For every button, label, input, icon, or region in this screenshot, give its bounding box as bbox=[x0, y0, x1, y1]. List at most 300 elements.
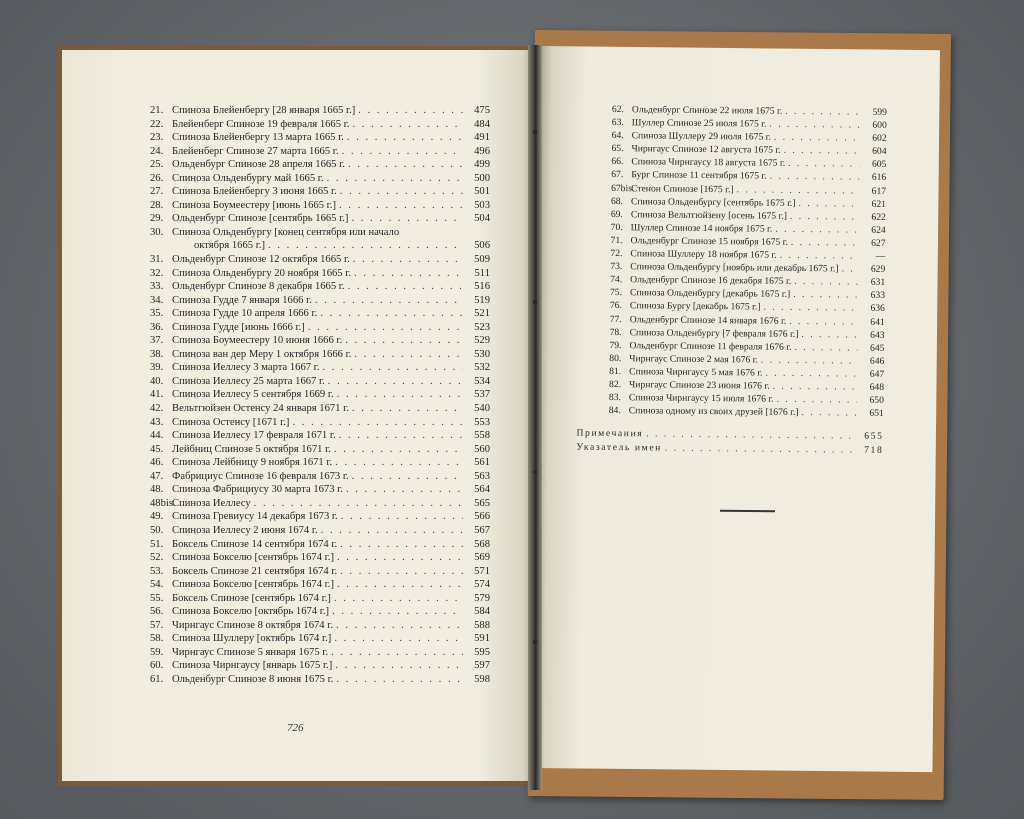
entry-page: 566 bbox=[474, 511, 490, 523]
entry-page: 648 bbox=[869, 381, 885, 393]
entry-number: 49. bbox=[150, 511, 164, 523]
entry-title: Спиноза Боумеестеру 10 июня 1666 г. bbox=[172, 335, 343, 347]
entry-page: 591 bbox=[474, 633, 490, 645]
dot-leader bbox=[346, 484, 463, 495]
dot-leader bbox=[336, 674, 463, 685]
right-contents-list bbox=[576, 104, 887, 459]
entry-title: Лейбниц Спинозе 5 октября 1671 г. bbox=[172, 443, 331, 455]
entry-page: 491 bbox=[474, 132, 490, 144]
entry-number: 46. bbox=[150, 457, 164, 469]
dot-leader bbox=[334, 633, 463, 644]
dot-leader bbox=[331, 647, 463, 658]
entry-number: 35. bbox=[150, 308, 164, 320]
toc-entry bbox=[150, 173, 490, 187]
toc-entry bbox=[150, 552, 490, 566]
entry-number: 63. bbox=[611, 117, 624, 129]
dot-leader bbox=[794, 276, 858, 288]
dot-leader bbox=[340, 539, 463, 550]
book-gutter bbox=[528, 45, 542, 790]
dot-leader bbox=[775, 224, 859, 236]
entry-title: Ольденбург Спинозе 28 апреля 1665 г. bbox=[172, 159, 345, 171]
entry-number: 65. bbox=[611, 143, 624, 155]
entry-title: Ольденбург Спинозе [сентябрь 1665 г.] bbox=[172, 213, 349, 225]
entry-number: 66. bbox=[611, 156, 624, 168]
entry-title: Блейенберг Спинозе 27 марта 1665 г. bbox=[172, 145, 339, 157]
entry-number: 37. bbox=[150, 335, 164, 347]
entry-number: 44. bbox=[150, 430, 164, 442]
entry-number: 30. bbox=[150, 226, 164, 238]
entry-page: 558 bbox=[474, 430, 490, 442]
dot-leader bbox=[308, 322, 463, 333]
entry-page: 584 bbox=[474, 606, 490, 618]
dot-leader bbox=[646, 429, 856, 442]
dot-leader bbox=[794, 342, 857, 354]
dot-leader bbox=[348, 281, 463, 292]
toc-entry bbox=[150, 417, 490, 431]
entry-page: 506 bbox=[474, 240, 490, 252]
toc-entry bbox=[150, 525, 490, 539]
entry-number: 59. bbox=[150, 646, 164, 658]
entry-page: 529 bbox=[474, 335, 490, 347]
entry-number: 55. bbox=[150, 592, 164, 604]
entry-number: 29. bbox=[150, 213, 164, 225]
entry-title: Боксель Спинозе 21 сентября 1674 г. bbox=[172, 565, 338, 577]
dot-leader bbox=[339, 200, 463, 211]
dot-leader bbox=[793, 289, 858, 301]
entry-number: 53. bbox=[150, 565, 164, 577]
dot-leader bbox=[337, 552, 463, 563]
toc-entry bbox=[150, 119, 490, 133]
dot-leader bbox=[784, 145, 860, 157]
dot-leader bbox=[335, 457, 463, 468]
toc-entry bbox=[150, 606, 490, 620]
entry-title: Спиноза Гудде 7 января 1666 г. bbox=[172, 294, 312, 306]
toc-entry bbox=[150, 647, 490, 661]
entry-title: Шуллер Спинозе 25 июля 1675 г. bbox=[631, 117, 767, 130]
entry-title: Спиноза Блейенбергу 13 марта 1665 г. bbox=[172, 132, 344, 144]
toc-entry bbox=[150, 322, 490, 336]
entry-page: — bbox=[875, 250, 886, 262]
dot-leader bbox=[348, 159, 463, 170]
entry-number: 79. bbox=[609, 339, 622, 351]
toc-entry bbox=[150, 335, 490, 349]
toc-entry bbox=[150, 539, 490, 553]
dot-leader bbox=[842, 264, 859, 275]
entry-title: Бург Спинозе 11 сентября 1675 г. bbox=[631, 169, 767, 183]
entry-title: Спиноза одному из своих друзей [1676 г.] bbox=[628, 405, 799, 419]
entry-title: Спиноза Бокселю [сентябрь 1674 г.] bbox=[172, 579, 334, 591]
dot-leader bbox=[254, 498, 463, 509]
entry-page: 563 bbox=[474, 470, 490, 482]
dot-leader bbox=[347, 132, 463, 143]
entry-title: Чирнгаус Спинозе 2 мая 1676 г. bbox=[629, 352, 759, 366]
dot-leader bbox=[335, 660, 463, 671]
dot-leader bbox=[334, 593, 463, 604]
entry-title: Ольденбург Спинозе 22 июля 1675 г. bbox=[631, 104, 783, 117]
entry-title: Спиноза Иеллесу 3 марта 1667 г. bbox=[172, 362, 320, 374]
entry-title: Спиноза Блейенбергу [28 января 1665 г.] bbox=[172, 105, 356, 116]
entry-title: Спиноза Фабрициусу 30 марта 1673 г. bbox=[172, 484, 343, 496]
entry-number: 57. bbox=[150, 619, 164, 631]
entry-page: 534 bbox=[474, 375, 490, 387]
entry-page: 633 bbox=[870, 290, 886, 302]
toc-entry bbox=[150, 376, 490, 390]
entry-page: 645 bbox=[870, 342, 885, 354]
toc-entry bbox=[150, 159, 490, 173]
dot-leader bbox=[358, 105, 463, 116]
entry-number: 21. bbox=[150, 105, 164, 116]
dot-leader bbox=[788, 158, 859, 170]
entry-page: 569 bbox=[474, 552, 490, 564]
entry-page: 503 bbox=[474, 199, 490, 211]
entry-number: 33. bbox=[150, 281, 164, 293]
entry-page: 604 bbox=[872, 146, 887, 158]
entry-number: 25. bbox=[150, 159, 164, 171]
entry-number: 48. bbox=[150, 484, 164, 496]
left-contents-list bbox=[150, 105, 490, 688]
entry-number: 83. bbox=[608, 392, 621, 404]
entry-page: 501 bbox=[474, 186, 490, 198]
dot-leader bbox=[341, 511, 463, 522]
entry-title: Спиноза Иеллесу 5 сентября 1669 г. bbox=[172, 389, 334, 401]
dot-leader bbox=[354, 349, 463, 360]
entry-page: 553 bbox=[474, 416, 490, 428]
entry-number: 24. bbox=[150, 145, 164, 157]
entry-page: 484 bbox=[474, 118, 490, 130]
dot-leader bbox=[340, 566, 463, 577]
entry-number: 58. bbox=[150, 633, 164, 645]
entry-page: 616 bbox=[871, 172, 887, 184]
entry-page: 565 bbox=[474, 497, 490, 509]
entry-page: 509 bbox=[474, 254, 490, 266]
entry-title: Ольденбург Спинозе 8 июня 1675 г. bbox=[172, 673, 334, 685]
entry-title: октября 1665 г.] bbox=[194, 240, 266, 252]
entry-number: 73. bbox=[610, 261, 623, 273]
entry-title: Спиноза Вельтгюйзену [осень 1675 г.] bbox=[630, 208, 788, 222]
binding-stitch bbox=[533, 300, 537, 304]
entry-title: Спиноза Гудде [июнь 1666 г.] bbox=[172, 321, 305, 333]
entry-title: Спиноза Шуллеру 18 ноября 1675 г. bbox=[630, 248, 777, 261]
toc-entry bbox=[150, 660, 490, 674]
entry-title: Стенон Спинозе [1675 г.] bbox=[631, 182, 734, 195]
entry-number: 31. bbox=[150, 254, 164, 266]
dot-leader bbox=[789, 315, 858, 327]
entry-title: Спиноза Лейбницу 9 ноября 1671 г. bbox=[172, 457, 333, 469]
entry-page: 605 bbox=[871, 159, 887, 171]
dot-leader bbox=[352, 403, 463, 414]
entry-page: 511 bbox=[474, 267, 490, 279]
entry-title: Спиноза Ольденбургу 20 ноября 1665 г. bbox=[172, 267, 352, 279]
entry-page: 579 bbox=[474, 592, 490, 604]
entry-title: Чирнгаус Спинозе 23 июня 1676 г. bbox=[629, 379, 770, 392]
binding-stitch bbox=[533, 470, 537, 474]
entry-page: 650 bbox=[869, 394, 884, 406]
entry-number: 36. bbox=[150, 321, 164, 333]
dot-leader bbox=[790, 211, 859, 223]
entry-page: 516 bbox=[474, 281, 490, 293]
entry-title: Спиноза ван дер Меру 1 октября 1666 г. bbox=[172, 348, 352, 360]
entry-title: Спиноза Иеллесу 25 марта 1667 г. bbox=[172, 375, 325, 387]
entry-title: Примечания bbox=[576, 427, 644, 440]
entry-title: Блейенберг Спинозе 19 февраля 1665 г. bbox=[172, 118, 350, 130]
entry-title: Спиноза Ольденбургу [7 февраля 1676 г.] bbox=[629, 326, 799, 340]
entry-page: 521 bbox=[474, 308, 490, 320]
dot-leader bbox=[802, 407, 857, 419]
entry-title: Спиноза Чирнгаусу 18 августа 1675 г. bbox=[631, 156, 786, 170]
toc-entry bbox=[150, 471, 490, 485]
entry-number: 28. bbox=[150, 199, 164, 211]
entry-page: 651 bbox=[869, 407, 884, 420]
dot-leader bbox=[801, 329, 857, 341]
dot-leader bbox=[322, 362, 463, 373]
entry-page: 564 bbox=[474, 484, 490, 496]
toc-entry bbox=[150, 349, 490, 363]
entry-page: 598 bbox=[474, 673, 490, 685]
entry-title: Чирнгаус Спинозе 12 августа 1675 г. bbox=[631, 143, 781, 157]
entry-number: 62. bbox=[611, 104, 624, 116]
entry-number: 84. bbox=[608, 405, 621, 417]
entry-number: 47. bbox=[150, 470, 164, 482]
entry-page: 560 bbox=[474, 443, 490, 455]
toc-entry bbox=[150, 254, 490, 268]
entry-number: 26. bbox=[150, 172, 164, 184]
dot-leader bbox=[339, 430, 463, 441]
entry-page: 475 bbox=[474, 105, 490, 116]
dot-leader bbox=[337, 389, 463, 400]
entry-title: Спиноза Ольденбургу май 1665 г. bbox=[172, 172, 324, 184]
entry-number: 50. bbox=[150, 524, 164, 536]
entry-number: 32. bbox=[150, 267, 164, 279]
entry-page: 647 bbox=[869, 368, 885, 380]
entry-title: Шуллер Спинозе 14 ноября 1675 г. bbox=[630, 222, 773, 235]
dot-leader bbox=[340, 186, 463, 197]
entry-title: Боксель Спинозе [сентябрь 1674 г.] bbox=[172, 592, 331, 604]
dot-leader bbox=[765, 367, 857, 379]
dot-leader bbox=[345, 335, 463, 346]
entry-page: 540 bbox=[474, 403, 490, 415]
entry-title: Ольденбург Спинозе 15 ноября 1675 г. bbox=[630, 235, 788, 248]
entry-title: Спиноза Ольденбургу [декабрь 1675 г.] bbox=[629, 287, 791, 301]
entry-title: Чирнгаус Спинозе 5 января 1675 г. bbox=[172, 646, 329, 658]
entry-title: Спиноза Иеллесу 2 июня 1674 г. bbox=[172, 524, 318, 536]
toc-entry bbox=[576, 442, 883, 458]
entry-number: 70. bbox=[610, 221, 623, 233]
dot-leader bbox=[332, 606, 463, 617]
toc-entry bbox=[150, 281, 490, 295]
dot-leader bbox=[321, 525, 463, 536]
toc-entry bbox=[150, 444, 490, 458]
dot-leader bbox=[268, 240, 463, 251]
dot-leader bbox=[328, 376, 463, 387]
entry-number: 22. bbox=[150, 118, 164, 130]
dot-leader bbox=[737, 184, 860, 196]
toc-entry bbox=[150, 430, 490, 444]
entry-number: 39. bbox=[150, 362, 164, 374]
dot-leader bbox=[761, 354, 857, 366]
entry-number: 51. bbox=[150, 538, 164, 550]
entry-title: Спиноза Иеллесу 17 февраля 1671 г. bbox=[172, 430, 336, 442]
toc-entry bbox=[150, 566, 490, 580]
entry-title: Спиноза Бокселю [сентябрь 1674 г.] bbox=[172, 552, 334, 564]
toc-entry bbox=[150, 579, 490, 593]
entry-number: 75. bbox=[609, 287, 623, 299]
toc-entry bbox=[150, 308, 490, 322]
dot-leader bbox=[780, 250, 859, 262]
entry-page: 627 bbox=[871, 237, 886, 249]
dot-leader bbox=[337, 579, 463, 590]
entry-page: 718 bbox=[864, 444, 884, 457]
toc-entry bbox=[150, 593, 490, 607]
entry-page: 519 bbox=[474, 294, 490, 306]
entry-number: 27. bbox=[150, 186, 164, 198]
dot-leader bbox=[352, 119, 463, 130]
dot-leader bbox=[785, 106, 860, 118]
entry-page: 643 bbox=[870, 329, 885, 341]
entry-title: Вельтгюйзен Остенсу 24 января 1671 г. bbox=[172, 403, 349, 415]
dot-leader bbox=[327, 173, 463, 184]
dot-leader bbox=[770, 171, 860, 183]
toc-entry bbox=[150, 186, 490, 200]
dot-leader bbox=[769, 119, 859, 131]
dot-leader bbox=[351, 213, 463, 224]
entry-number: 60. bbox=[150, 660, 164, 672]
dot-leader bbox=[352, 471, 463, 482]
entry-title: Спиноза Чирнгаусу 5 мая 1676 г. bbox=[629, 366, 763, 379]
entry-number: 80. bbox=[609, 352, 622, 364]
entry-number: 76. bbox=[609, 300, 622, 312]
toc-entry bbox=[150, 105, 490, 119]
entry-page: 600 bbox=[872, 119, 887, 131]
entry-number: 68. bbox=[610, 195, 624, 207]
entry-number: 69. bbox=[610, 208, 623, 220]
entry-page: 574 bbox=[474, 579, 490, 591]
entry-number: 82. bbox=[609, 378, 622, 391]
entry-number: 78. bbox=[609, 326, 622, 338]
entry-title: Фабрициус Спинозе 16 февраля 1673 г. bbox=[172, 470, 349, 482]
dot-leader bbox=[342, 146, 463, 157]
toc-entry bbox=[150, 674, 490, 688]
entry-title: Спиноза Шуллеру 29 июля 1675 г. bbox=[631, 130, 772, 143]
entry-page: 568 bbox=[474, 538, 490, 550]
entry-number: 34. bbox=[150, 294, 164, 306]
dot-leader bbox=[798, 198, 859, 210]
dot-leader bbox=[763, 302, 857, 314]
toc-entry bbox=[150, 633, 490, 647]
dot-leader bbox=[791, 237, 859, 249]
dot-leader bbox=[774, 132, 860, 144]
entry-page: 499 bbox=[474, 159, 490, 171]
entry-number: 48bis. bbox=[150, 497, 176, 509]
entry-number: 43. bbox=[150, 416, 164, 428]
entry-page: 655 bbox=[864, 430, 884, 443]
toc-entry bbox=[150, 200, 490, 214]
entry-number: 67. bbox=[611, 169, 624, 181]
entry-title: Спиноза Ольденбургу [ноябрь или декабрь 1675 г.] bbox=[630, 261, 839, 275]
entry-title: Спиноза Шуллеру [октябрь 1674 г.] bbox=[172, 633, 332, 645]
entry-page: 599 bbox=[872, 106, 887, 118]
entry-page: 595 bbox=[474, 646, 490, 658]
dot-leader bbox=[353, 254, 463, 265]
toc-entry bbox=[150, 620, 490, 634]
dot-leader bbox=[336, 620, 463, 631]
entry-title: Указатель имен bbox=[576, 441, 663, 454]
toc-entry bbox=[150, 295, 490, 309]
dot-leader bbox=[773, 381, 858, 393]
entry-title: Спиноза Бокселю [октябрь 1674 г.] bbox=[172, 606, 330, 618]
toc-entry bbox=[150, 362, 490, 376]
entry-title: Ольденбург Спинозе 8 декабря 1665 г. bbox=[172, 281, 345, 293]
entry-number: 40. bbox=[150, 375, 164, 387]
entry-title: Спиноза Чирнгаусу [январь 1675 г.] bbox=[172, 660, 333, 672]
entry-page: 571 bbox=[474, 565, 490, 577]
entry-number: 38. bbox=[150, 348, 164, 360]
entry-number: 61. bbox=[150, 673, 164, 685]
entry-page: 523 bbox=[474, 321, 490, 333]
entry-title: Спиноза Ольденбургу [конец сентября или начало bbox=[172, 226, 400, 238]
toc-entry bbox=[150, 146, 490, 160]
entry-number: 74. bbox=[610, 274, 623, 286]
entry-title: Спиноза Чирнгаусу 15 июля 1676 г. bbox=[628, 392, 774, 405]
entry-page: 621 bbox=[871, 198, 887, 210]
entry-page: 567 bbox=[474, 524, 490, 536]
entry-page: 504 bbox=[474, 213, 490, 225]
entry-page: 496 bbox=[474, 145, 490, 157]
entry-title: Спиноза Боумеестеру [июнь 1665 г.] bbox=[172, 199, 336, 211]
entry-title: Спиноза Иеллесу bbox=[172, 497, 251, 509]
entry-title: Ольденбург Спинозе 16 декабря 1675 г. bbox=[630, 274, 792, 288]
entry-number: 45. bbox=[150, 443, 164, 455]
entry-page: 500 bbox=[474, 172, 490, 184]
toc-entry bbox=[150, 498, 490, 512]
entry-number: 64. bbox=[611, 130, 624, 142]
entry-page: 629 bbox=[870, 263, 886, 275]
dot-leader bbox=[292, 417, 463, 428]
dot-leader bbox=[354, 268, 463, 279]
entry-page: 636 bbox=[870, 303, 885, 315]
entry-number: 41. bbox=[150, 389, 164, 401]
entry-page: 631 bbox=[870, 276, 886, 289]
entry-number: 56. bbox=[150, 606, 164, 618]
entry-page: 624 bbox=[871, 224, 886, 236]
toc-entry bbox=[150, 511, 490, 525]
toc-entry bbox=[150, 389, 490, 403]
entry-title: Спиноза Гудде 10 апреля 1666 г. bbox=[172, 308, 318, 320]
entry-title: Ольденбург Спинозе 12 октября 1665 г. bbox=[172, 254, 350, 266]
dot-leader bbox=[315, 295, 463, 306]
entry-number: 54. bbox=[150, 579, 164, 591]
entry-title: Чирнгаус Спинозе 8 октября 1674 г. bbox=[172, 619, 334, 631]
toc-entry bbox=[150, 403, 490, 417]
entry-number: 67bis. bbox=[611, 182, 635, 194]
entry-title: Спиноза Блейенбергу 3 июня 1665 г. bbox=[172, 186, 337, 198]
toc-entry bbox=[150, 132, 490, 146]
toc-entry bbox=[150, 484, 490, 498]
entry-title: Спиноза Бургу [декабрь 1675 г.] bbox=[629, 300, 761, 313]
dot-leader bbox=[320, 308, 463, 319]
entry-page: 532 bbox=[474, 362, 490, 374]
dot-leader bbox=[777, 394, 857, 406]
entry-page: 588 bbox=[474, 619, 490, 631]
binding-stitch bbox=[533, 130, 537, 134]
entry-page: 597 bbox=[474, 660, 490, 672]
entry-title: Боксель Спинозе 14 сентября 1674 г. bbox=[172, 538, 338, 550]
entry-title: Спиноза Гревиусу 14 декабря 1673 г. bbox=[172, 511, 338, 523]
entry-number: 23. bbox=[150, 132, 164, 144]
entry-page: 622 bbox=[871, 211, 886, 223]
dot-leader bbox=[665, 443, 857, 456]
entry-page: 530 bbox=[474, 348, 490, 360]
dot-leader bbox=[334, 444, 463, 455]
